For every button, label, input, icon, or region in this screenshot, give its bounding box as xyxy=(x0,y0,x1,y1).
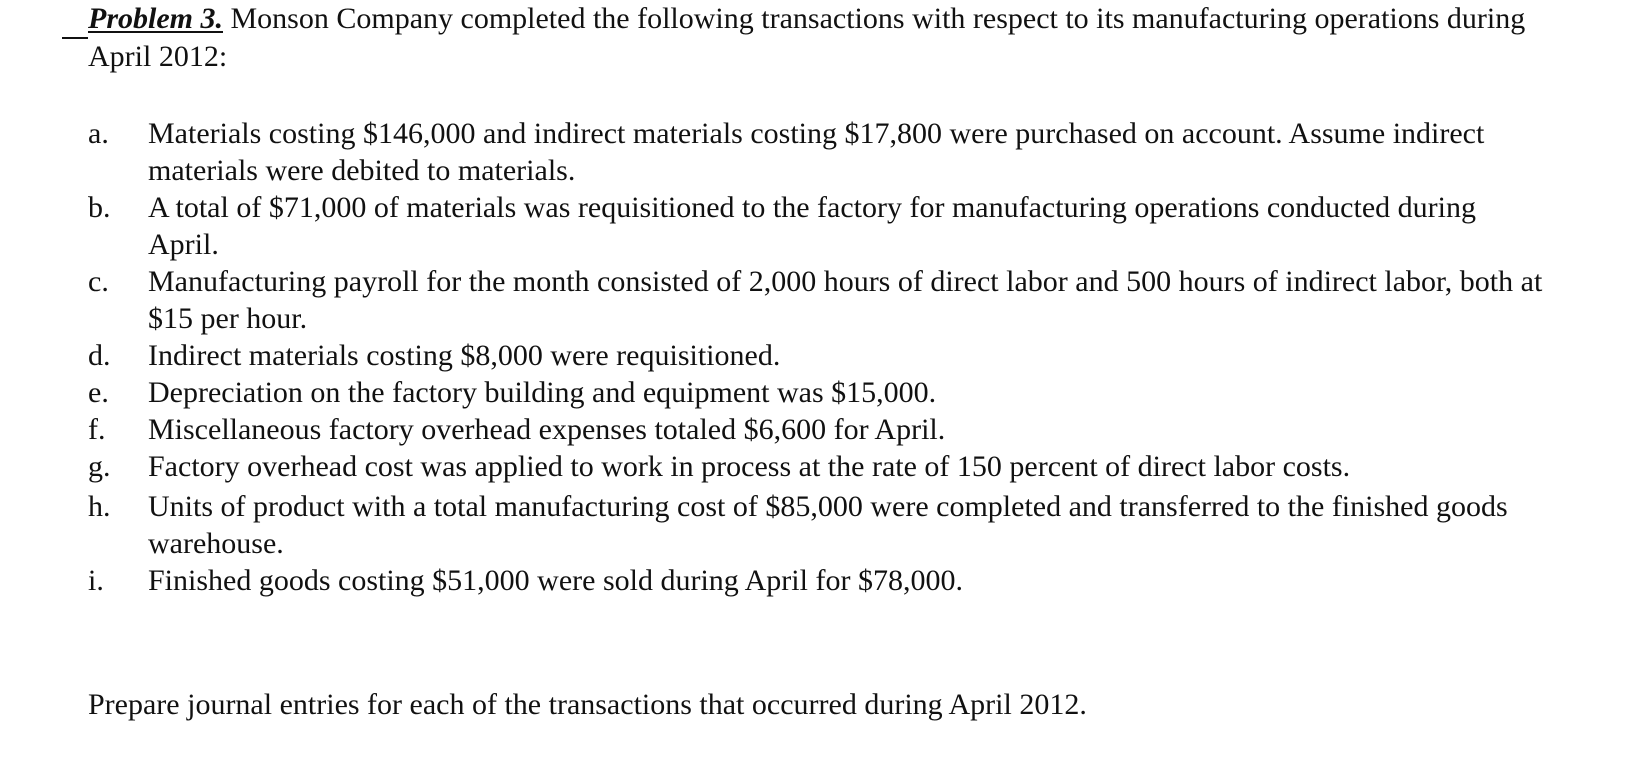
transaction-letter: g. xyxy=(88,450,111,483)
transaction-letter: e. xyxy=(88,376,109,409)
transaction-item-c xyxy=(88,263,1548,337)
transaction-letter: f. xyxy=(88,413,106,446)
transaction-text: Miscellaneous factory overhead expenses totaled $6,600 for April. xyxy=(148,413,946,446)
transaction-text: Indirect materials costing $8,000 were requisitioned. xyxy=(148,339,781,372)
transaction-letter: c. xyxy=(88,265,109,298)
transaction-text: Units of product with a total manufacturing cost of $85,000 were completed and transferred to the finished goods warehouse. xyxy=(148,490,1508,560)
transaction-letter: d. xyxy=(88,339,111,372)
transaction-item-f xyxy=(88,411,1548,448)
transaction-list xyxy=(88,115,1548,599)
transaction-text: A total of $71,000 of materials was requisitioned to the factory for manufacturing operations conducted during April. xyxy=(148,191,1476,261)
problem-intro-text: Monson Company completed the following transactions with respect to its manufacturing operations during April 2012: xyxy=(88,2,1526,73)
instruction-text: Prepare journal entries for each of the transactions that occurred during April 2012. xyxy=(88,688,1087,721)
transaction-text: Factory overhead cost was applied to work in process at the rate of 150 percent of direct labor costs. xyxy=(148,450,1351,483)
heading-underline-lead xyxy=(62,37,88,39)
transaction-letter: i. xyxy=(88,564,104,597)
transaction-item-h xyxy=(88,488,1548,562)
transaction-text: Finished goods costing $51,000 were sold during April for $78,000. xyxy=(148,564,963,597)
transaction-item-g xyxy=(88,448,1548,485)
problem-label: Problem 3. xyxy=(88,2,223,35)
transaction-letter: a. xyxy=(88,117,109,150)
transaction-letter: b. xyxy=(88,191,111,224)
transaction-item-e xyxy=(88,374,1548,411)
transaction-text: Manufacturing payroll for the month consisted of 2,000 hours of direct labor and 500 hours of indirect labor, both at $15 per hour. xyxy=(148,265,1543,335)
transaction-letter: h. xyxy=(88,490,111,523)
problem-heading xyxy=(88,0,1568,76)
transaction-item-b xyxy=(88,189,1548,263)
transaction-text: Materials costing $146,000 and indirect materials costing $17,800 were purchased on account. Assume indirect materials were debited to materials. xyxy=(148,117,1485,187)
transaction-text: Depreciation on the factory building and equipment was $15,000. xyxy=(148,376,937,409)
transaction-item-d xyxy=(88,337,1548,374)
transaction-item-i xyxy=(88,562,1548,599)
transaction-item-a xyxy=(88,115,1548,189)
